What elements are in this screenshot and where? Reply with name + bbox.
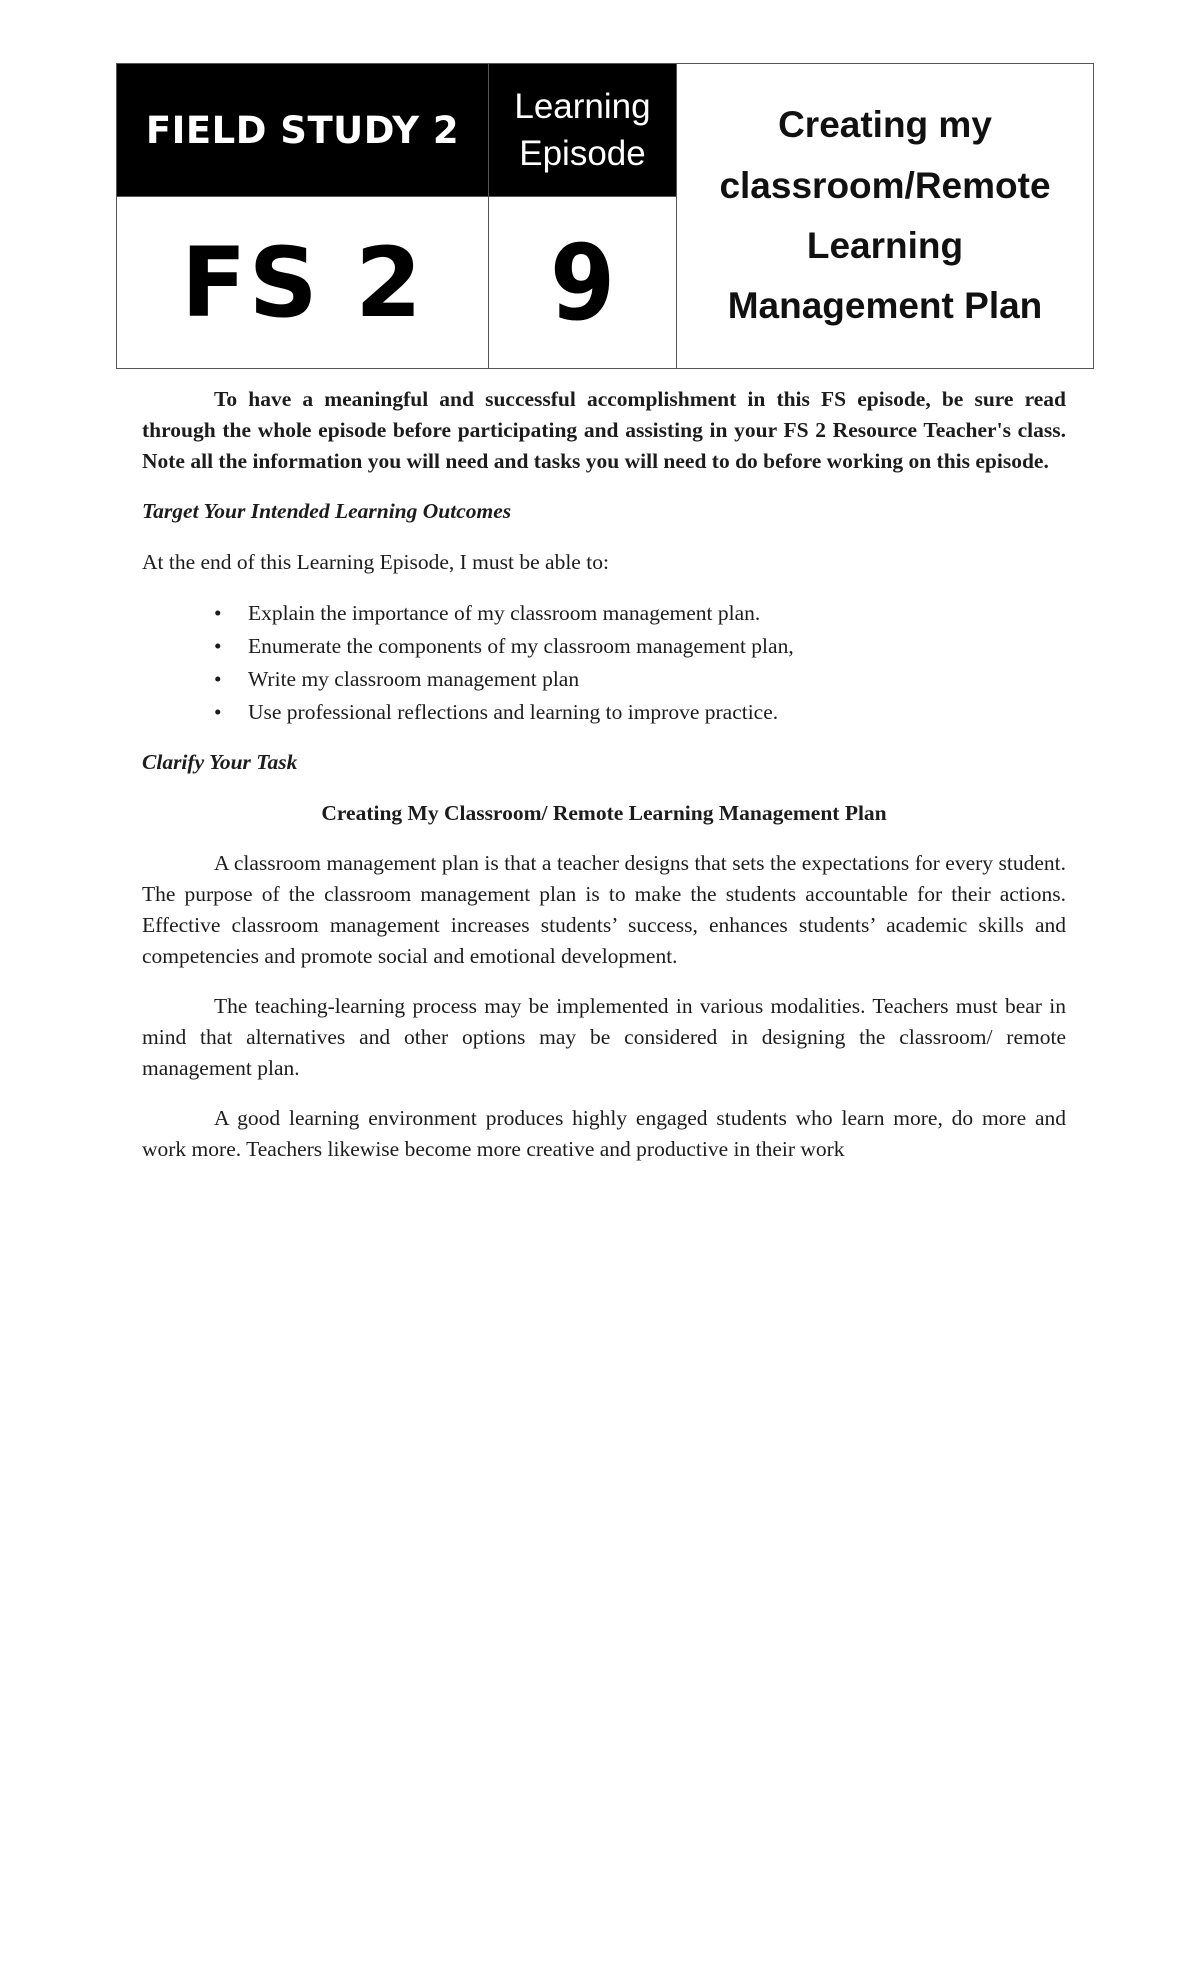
outcomes-list: [142, 597, 1066, 729]
outcome-text: Write my classroom management plan: [248, 667, 580, 691]
episode-number: 9: [489, 196, 677, 368]
task-paragraph: A classroom management plan is that a teacher designs that sets the expectations for every student. The purpose of the classroom management plan is to make the students accountable for their actions. Effective classroom management increases students’ success, enhances students’ academic skills and competencies and promote social and emotional development.: [142, 851, 1066, 968]
bullet-icon: •: [214, 634, 222, 658]
episode-title: [677, 64, 1093, 368]
task-heading: Clarify Your Task: [142, 750, 298, 774]
bullet-icon: •: [214, 667, 222, 691]
outcome-text: Use professional reflections and learning to improve practice.: [248, 700, 779, 724]
bullet-icon: •: [214, 700, 222, 724]
list-item: [142, 630, 1066, 663]
outcome-text: Explain the importance of my classroom management plan.: [248, 601, 761, 625]
outcome-text: Enumerate the components of my classroom management plan,: [248, 634, 794, 658]
series-label: FIELD STUDY 2: [117, 64, 489, 196]
outcomes-heading: Target Your Intended Learning Outcomes: [142, 499, 512, 523]
task-paragraph: A good learning environment produces highly engaged students who learn more, do more and work more. Teachers likewise become more creative and productive in their work: [142, 1106, 1066, 1161]
document-body: [142, 384, 1066, 1184]
intro-paragraph: To have a meaningful and successful accomplishment in this FS episode, be sure read through the whole episode before participating and assisting in your FS 2 Resource Teacher's class. Note all the information you will need and tasks you will need to do before working on this episode.: [142, 387, 1066, 473]
episode-title-line: Management Plan: [727, 285, 1043, 327]
bullet-icon: •: [214, 601, 222, 625]
episode-title-line: Learning: [806, 225, 964, 266]
outcomes-lead: At the end of this Learning Episode, I must be able to:: [142, 550, 609, 574]
list-item: [142, 663, 1066, 696]
episode-title-line: Creating my: [778, 104, 992, 146]
episode-header-table: [116, 63, 1094, 369]
episode-label-line1: Learning: [514, 86, 651, 126]
episode-label-line2: Episode: [519, 134, 646, 173]
episode-label: [489, 64, 677, 196]
task-paragraph: The teaching-learning process may be implemented in various modalities. Teachers must bear in mind that alternatives and other options may be considered in designing the classroom/ remote management plan.: [142, 994, 1066, 1080]
list-item: [142, 696, 1066, 729]
task-subheading: Creating My Classroom/ Remote Learning Management Plan: [321, 801, 887, 825]
list-item: [142, 597, 1066, 630]
course-code: FS 2: [117, 196, 489, 368]
episode-title-line: classroom/Remote: [719, 164, 1051, 206]
